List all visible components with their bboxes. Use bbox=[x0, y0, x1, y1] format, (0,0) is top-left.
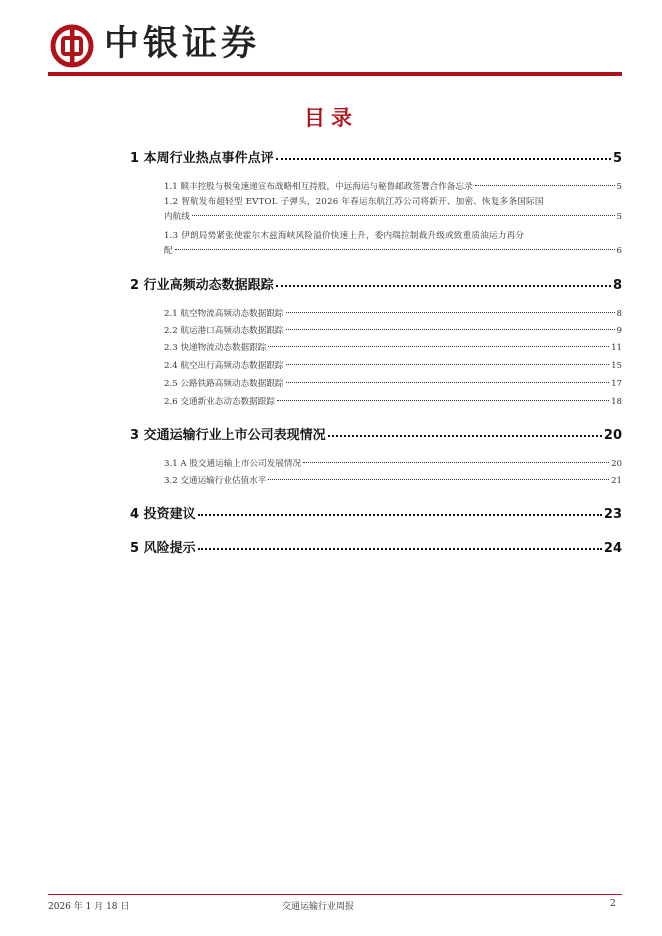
toc-item-1-3[interactable] bbox=[164, 229, 622, 259]
toc-page-number: 9 bbox=[616, 326, 622, 336]
leader-dots bbox=[276, 158, 611, 160]
toc-page-number: 21 bbox=[611, 476, 622, 486]
toc-section-label: 4 投资建议 bbox=[130, 507, 196, 522]
toc-page-number: 17 bbox=[611, 379, 622, 389]
toc-section-1[interactable] bbox=[130, 147, 622, 166]
toc-section-5[interactable] bbox=[130, 537, 622, 556]
toc-page-number: 24 bbox=[603, 541, 622, 556]
footer-divider bbox=[48, 894, 622, 895]
leader-dots bbox=[268, 479, 609, 480]
toc-section-label: 2 行业高频动态数据跟踪 bbox=[130, 278, 274, 293]
toc-item-2-5[interactable] bbox=[164, 377, 622, 389]
toc-item-label: 2.4 航空出行高频动态数据跟踪 bbox=[164, 361, 284, 371]
toc-item-label: 2.6 交通新业态动态数据跟踪 bbox=[164, 397, 275, 407]
toc-item-2-2[interactable] bbox=[164, 324, 622, 336]
toc-page-number: 5 bbox=[616, 212, 622, 222]
leader-dots bbox=[268, 346, 609, 347]
toc-item-3-2[interactable] bbox=[164, 474, 622, 486]
toc-item-label: 1.1 顺丰控股与极兔速递宣布战略相互持股，中远海运与秘鲁邮政签署合作备忘录 bbox=[164, 182, 473, 192]
leader-dots bbox=[286, 364, 610, 365]
leader-dots bbox=[475, 185, 615, 186]
toc-item-2-1[interactable] bbox=[164, 307, 622, 319]
leader-dots bbox=[286, 312, 615, 313]
toc-title: 目录 bbox=[304, 106, 358, 130]
toc-item-label: 2.1 航空物流高频动态数据跟踪 bbox=[164, 309, 284, 319]
page-header bbox=[0, 0, 662, 80]
toc-item-label: 3.2 交通运输行业估值水平 bbox=[164, 476, 267, 486]
footer-report-name: 交通运输行业周报 bbox=[282, 902, 355, 912]
leader-dots bbox=[198, 548, 602, 550]
toc-page-number: 8 bbox=[616, 309, 622, 319]
brand-name: 中银证券 bbox=[104, 24, 261, 64]
leader-dots bbox=[328, 435, 602, 437]
leader-dots bbox=[198, 514, 602, 516]
toc-item-2-3[interactable] bbox=[164, 341, 622, 353]
header-divider bbox=[48, 72, 622, 76]
toc-item-label: 2.5 公路铁路高频动态数据跟踪 bbox=[164, 379, 284, 389]
toc-page-number: 11 bbox=[611, 343, 622, 353]
toc-section-label: 1 本周行业热点事件点评 bbox=[130, 151, 274, 166]
toc-item-1-1[interactable] bbox=[164, 180, 622, 192]
leader-dots bbox=[192, 215, 615, 216]
toc-page-number: 5 bbox=[612, 151, 622, 166]
toc-page-number: 15 bbox=[611, 361, 622, 371]
toc-item-label: 2.2 航运港口高频动态数据跟踪 bbox=[164, 326, 284, 336]
toc-item-2-4[interactable] bbox=[164, 359, 622, 371]
toc-page-number: 20 bbox=[603, 428, 622, 443]
leader-dots bbox=[175, 249, 615, 250]
toc-item-2-6[interactable] bbox=[164, 395, 622, 407]
toc-item-label-line1: 1.2 智航发布超轻型 EVTOL 子弹头，2026 年春运东航江苏公司将新开、加密、恢复多条国际国 bbox=[164, 197, 544, 207]
bank-of-china-logo-icon bbox=[50, 24, 94, 68]
toc-section-label: 3 交通运输行业上市公司表现情况 bbox=[130, 428, 326, 443]
leader-dots bbox=[286, 382, 610, 383]
toc-item-label-line2: 内航线 bbox=[164, 212, 190, 222]
footer-date: 2026 年 1 月 18 日 bbox=[48, 902, 130, 912]
toc-page-number: 20 bbox=[611, 459, 622, 469]
toc-section-label: 5 风险提示 bbox=[130, 541, 196, 556]
footer-page-number: 2 bbox=[610, 899, 616, 909]
toc-page-number: 23 bbox=[603, 507, 622, 522]
toc-item-1-2[interactable] bbox=[164, 195, 622, 225]
toc-page-number: 5 bbox=[616, 182, 622, 192]
leader-dots bbox=[276, 285, 611, 287]
leader-dots bbox=[303, 462, 609, 463]
toc-item-label: 3.1 A 股交通运输上市公司发展情况 bbox=[164, 459, 302, 469]
toc-page-number: 8 bbox=[612, 278, 622, 293]
toc-item-label-line1: 1.3 伊朗局势紧张使霍尔木兹海峡风险溢价快速上升，委内瑞拉制裁升级或致重质油运力再分 bbox=[164, 231, 525, 241]
toc-section-4[interactable] bbox=[130, 503, 622, 522]
toc-section-3[interactable] bbox=[130, 424, 622, 443]
leader-dots bbox=[286, 329, 615, 330]
toc-item-label: 2.3 快递物流动态数据跟踪 bbox=[164, 343, 267, 353]
toc-item-label-line2: 配 bbox=[164, 246, 173, 256]
toc-item-3-1[interactable] bbox=[164, 457, 622, 469]
toc-section-2[interactable] bbox=[130, 274, 622, 293]
toc-page-number: 18 bbox=[611, 397, 622, 407]
toc-page-number: 6 bbox=[616, 246, 622, 256]
leader-dots bbox=[277, 400, 609, 401]
